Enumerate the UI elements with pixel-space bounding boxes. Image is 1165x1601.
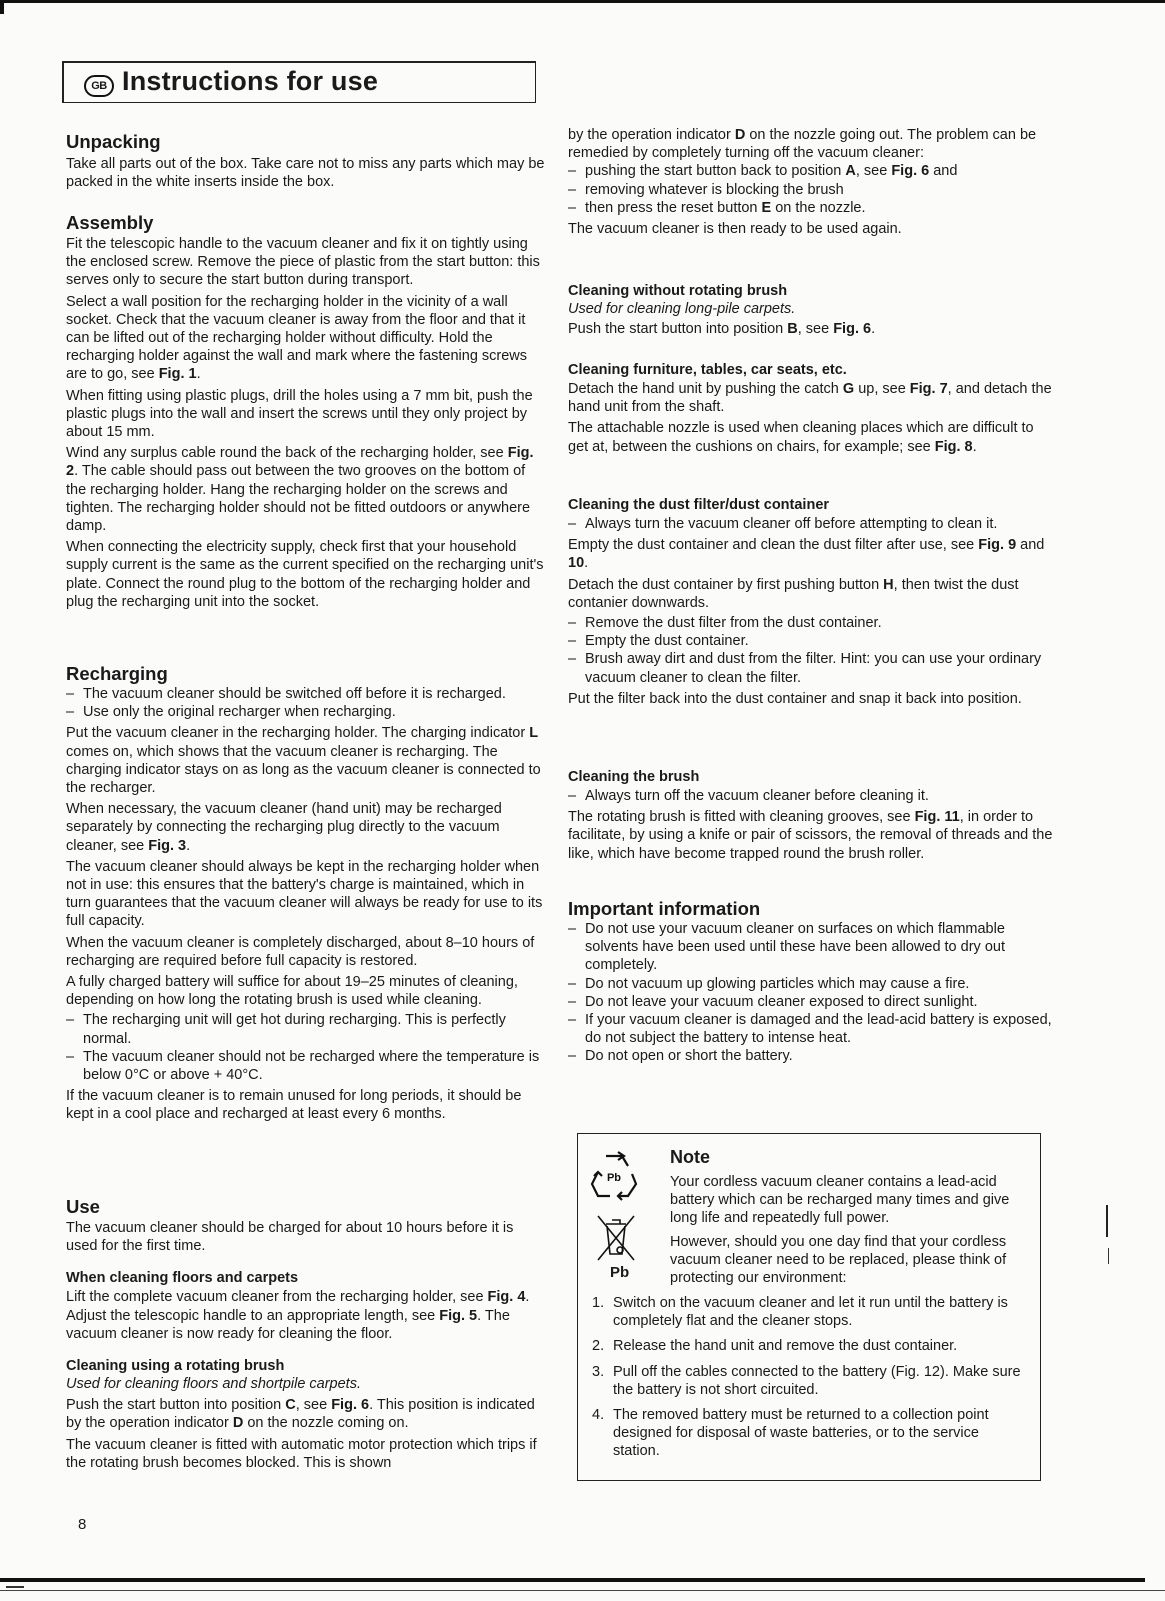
list-item — [592, 1337, 1028, 1355]
note-p1: Your cordless vacuum cleaner contains a lead-acid battery which can be recharged many times and give long life and repeatedly full power. — [670, 1174, 1010, 1227]
list-item: – Do not use your vacuum cleaner on surfaces on which flammable solvents have been used until these have been allowed to dry out completely. — [568, 920, 1054, 975]
heading-recharging: Recharging — [66, 663, 168, 684]
margin-mark — [1108, 1248, 1109, 1264]
step-text: The removed battery must be returned to a collection point designed for disposal of waste batteries, or to the service station. — [613, 1407, 989, 1460]
brush-bullet — [568, 787, 1054, 805]
rotating-p1: Push the start button into position C, see Fig. 6. This position is indicated by the operation indicator D on the nozzle coming on. — [66, 1397, 535, 1432]
bottom-rule — [0, 1578, 1145, 1582]
dust-p3: Put the filter back into the dust container and snap it back into position. — [568, 690, 1022, 707]
section-recharging — [66, 663, 546, 1124]
list-item: – Remove the dust filter from the dust container. — [568, 614, 1054, 632]
section-unpacking — [66, 131, 546, 191]
recharging-p3: The vacuum cleaner should always be kept in the recharging holder when not in use: this ensures that the battery's charge is maintained, which in turn guarantees that the vacuum cleaner will always be ready for use to its full capacity. — [66, 858, 543, 930]
rotating-p2: The vacuum cleaner is fitted with automatic motor protection which trips if the rotating brush becomes blocked. This is shown — [66, 1436, 537, 1471]
list-item: – Always turn off the vacuum cleaner before cleaning it. — [568, 787, 1054, 805]
note-steps — [592, 1294, 1028, 1468]
list-item — [592, 1363, 1028, 1399]
unpacking-text: Take all parts out of the box. Take care not to miss any parts which may be packed in the white inserts inside the box. — [66, 156, 545, 191]
top-rule — [0, 0, 1165, 3]
furniture-p1: Detach the hand unit by pushing the catch G up, see Fig. 7, and detach the hand unit from the shaft. — [568, 381, 1052, 416]
assembly-p1: Fit the telescopic handle to the vacuum cleaner and fix it on tightly using the enclosed screw. Remove the piece of plastic from the start button: this serves only to secure the start button during transport. — [66, 236, 540, 289]
title-box — [62, 61, 536, 103]
without-brush-text: Push the start button into position B, see Fig. 6. — [568, 321, 876, 338]
list-item: – removing whatever is blocking the brush — [568, 181, 1054, 199]
important-bullets — [568, 920, 1054, 1066]
heading-furniture: Cleaning furniture, tables, car seats, etc. — [568, 362, 847, 378]
heading-brush: Cleaning the brush — [568, 769, 700, 785]
list-item: – Do not leave your vacuum cleaner exposed to direct sunlight. — [568, 993, 1054, 1011]
list-item: – Brush away dirt and dust from the filter. Hint: you can use your ordinary vacuum cleaner to clean the filter. — [568, 650, 1054, 686]
use-p1: The vacuum cleaner should be charged for about 10 hours before it is used for the first time. — [66, 1220, 514, 1255]
step-text: Release the hand unit and remove the dust container. — [613, 1338, 958, 1355]
list-item: – The vacuum cleaner should be switched off before it is recharged. — [66, 685, 546, 703]
list-item: – Always turn the vacuum cleaner off before attempting to clean it. — [568, 515, 1054, 533]
step-number: 1. — [592, 1295, 605, 1311]
svg-text:Pb: Pb — [606, 1172, 622, 1184]
step-number: 2. — [592, 1338, 605, 1355]
heading-assembly: Assembly — [66, 212, 154, 233]
recharging-bullets-2 — [66, 1011, 546, 1084]
recharging-p4: When the vacuum cleaner is completely discharged, about 8–10 hours of recharging are required before full capacity is restored. — [66, 934, 535, 969]
floors-text: Lift the complete vacuum cleaner from the recharging holder, see Fig. 4. Adjust the telescopic handle to an appropriate length, see Fig. 5. The vacuum cleaner is now ready for cleaning the floor. — [66, 1289, 530, 1342]
brush-p1: The rotating brush is fitted with cleaning grooves, see Fig. 11, in order to facilitate, by using a knife or pair of scissors, the removal of threads and the like, which have become trapped round the brush roller. — [568, 809, 1053, 862]
step-number: 4. — [592, 1407, 605, 1424]
section-assembly — [66, 212, 546, 611]
assembly-p5: When connecting the electricity supply, check first that your household supply current is the same as the current specified on the recharging unit's plate. Connect the round plug to the bottom of the recharging holder and plug the recharging unit into the socket. — [66, 539, 544, 610]
list-item: – Empty the dust container. — [568, 632, 1054, 650]
section-use — [66, 1196, 546, 1472]
list-item: – pushing the start button back to position A, see Fig. 6 and — [568, 162, 1054, 180]
gb-language-badge: GB — [84, 75, 114, 97]
heading-floors: When cleaning floors and carpets — [66, 1270, 299, 1287]
recharging-p5: A fully charged battery will suffice for about 19–25 minutes of cleaning, depending on how long the rotating brush is used while cleaning. — [66, 974, 518, 1009]
corner-mark — [0, 0, 4, 14]
list-item: – Do not open or short the battery. — [568, 1047, 1054, 1065]
page-number: 8 — [78, 1516, 87, 1533]
assembly-p4: Wind any surplus cable round the back of the recharging holder, see Fig. 2. The cable should pass out between the two grooves on the bottom of the recharging holder. Hang the recharging holder on the screws and tighten. The recharging holder should not be fitted outdoors or anywhere damp. — [66, 445, 534, 535]
furniture-p2: The attachable nozzle is used when cleaning places which are difficult to get at, between the cushions on chairs, for example; see Fig. 8. — [568, 420, 1034, 455]
list-item: – The recharging unit will get hot during recharging. This is perfectly normal. — [66, 1011, 546, 1047]
section-dust — [568, 496, 1054, 708]
continued-bullets — [568, 162, 1054, 217]
assembly-p2: Select a wall position for the recharging holder in the vicinity of a wall socket. Check that the vacuum cleaner is away from the floor and that it can be lifted out of the recharging holder without difficulty. Hold the recharging holder against the wall and mark where the fastening screws are to go, see Fig. 1. — [66, 293, 528, 383]
dust-p2: Detach the dust container by first pushing button H, then twist the dust contanier downwards. — [568, 576, 1019, 611]
dust-p1: Empty the dust container and clean the dust filter after use, see Fig. 9 and 10. — [568, 537, 1045, 572]
rotating-italic: Used for cleaning floors and shortpile carpets. — [66, 1376, 361, 1393]
recharging-p2: When necessary, the vacuum cleaner (hand unit) may be recharged separately by connecting the recharging plug directly to the vacuum cleaner, see Fig. 3. — [66, 801, 502, 854]
list-item: – Do not vacuum up glowing particles which may cause a fire. — [568, 975, 1054, 993]
list-item: – If your vacuum cleaner is damaged and the lead-acid battery is exposed, do not subject the battery to intense heat. — [568, 1011, 1054, 1047]
heading-important: Important information — [568, 898, 761, 919]
dust-bullet — [568, 515, 1054, 533]
list-item: – then press the reset button E on the nozzle. — [568, 199, 1054, 217]
crossed-bin-icon — [596, 1214, 636, 1264]
dust-bullets — [568, 614, 1054, 687]
heading-without-brush: Cleaning without rotating brush — [568, 283, 788, 299]
list-item — [592, 1406, 1028, 1461]
heading-unpacking: Unpacking — [66, 131, 161, 152]
recharging-p6: If the vacuum cleaner is to remain unused for long periods, it should be kept in a cool place and recharged at least every 6 months. — [66, 1088, 522, 1123]
heading-rotating-brush: Cleaning using a rotating brush — [66, 1358, 285, 1375]
note-title: Note — [670, 1147, 710, 1167]
step-text: Pull off the cables connected to the battery (Fig. 12). Make sure the battery is not short circuited. — [613, 1363, 1021, 1398]
pb-label: Pb — [610, 1264, 630, 1281]
step-text: Switch on the vacuum cleaner and let it run until the battery is completely flat and the cleaner stops. — [613, 1295, 1008, 1330]
section-continued — [568, 126, 1054, 238]
section-without-brush — [568, 282, 1054, 338]
recharging-p1: Put the vacuum cleaner in the recharging holder. The charging indicator L comes on, which shows that the vacuum cleaner is recharging. The charging indicator stays on as long as the vacuum cleaner is connected to the recharger. — [66, 725, 541, 797]
note-p2: However, should you one day find that your cordless vacuum cleaner need to be replaced, please think of protecting our environment: — [670, 1234, 1007, 1287]
recharging-bullets — [66, 685, 546, 721]
list-item — [592, 1294, 1028, 1330]
section-brush — [568, 768, 1054, 863]
section-important — [568, 898, 1054, 1066]
margin-mark — [1106, 1205, 1108, 1237]
note-box — [577, 1133, 1041, 1481]
section-furniture — [568, 361, 1054, 456]
heading-dust: Cleaning the dust filter/dust container — [568, 497, 830, 513]
recycle-pb-icon — [588, 1150, 640, 1202]
heading-use: Use — [66, 1196, 100, 1217]
page-title: Instructions for use — [122, 66, 379, 96]
assembly-p3: When fitting using plastic plugs, drill the holes using a 7 mm bit, push the plastic plugs into the wall and insert the screws until they only project by about 15 mm. — [66, 387, 533, 441]
without-brush-italic: Used for cleaning long-pile carpets. — [568, 301, 796, 317]
list-item: – Use only the original recharger when recharging. — [66, 703, 546, 721]
bottom-rule — [0, 1590, 1165, 1591]
list-item: – The vacuum cleaner should not be recharged where the temperature is below 0°C or above + 40°C. — [66, 1048, 546, 1084]
ready-text: The vacuum cleaner is then ready to be used again. — [568, 221, 902, 238]
continued-text: by the operation indicator D on the nozzle going out. The problem can be remedied by completely turning off the vacuum cleaner: — [568, 127, 1037, 162]
bottom-mark — [6, 1586, 24, 1588]
step-number: 3. — [592, 1363, 605, 1380]
